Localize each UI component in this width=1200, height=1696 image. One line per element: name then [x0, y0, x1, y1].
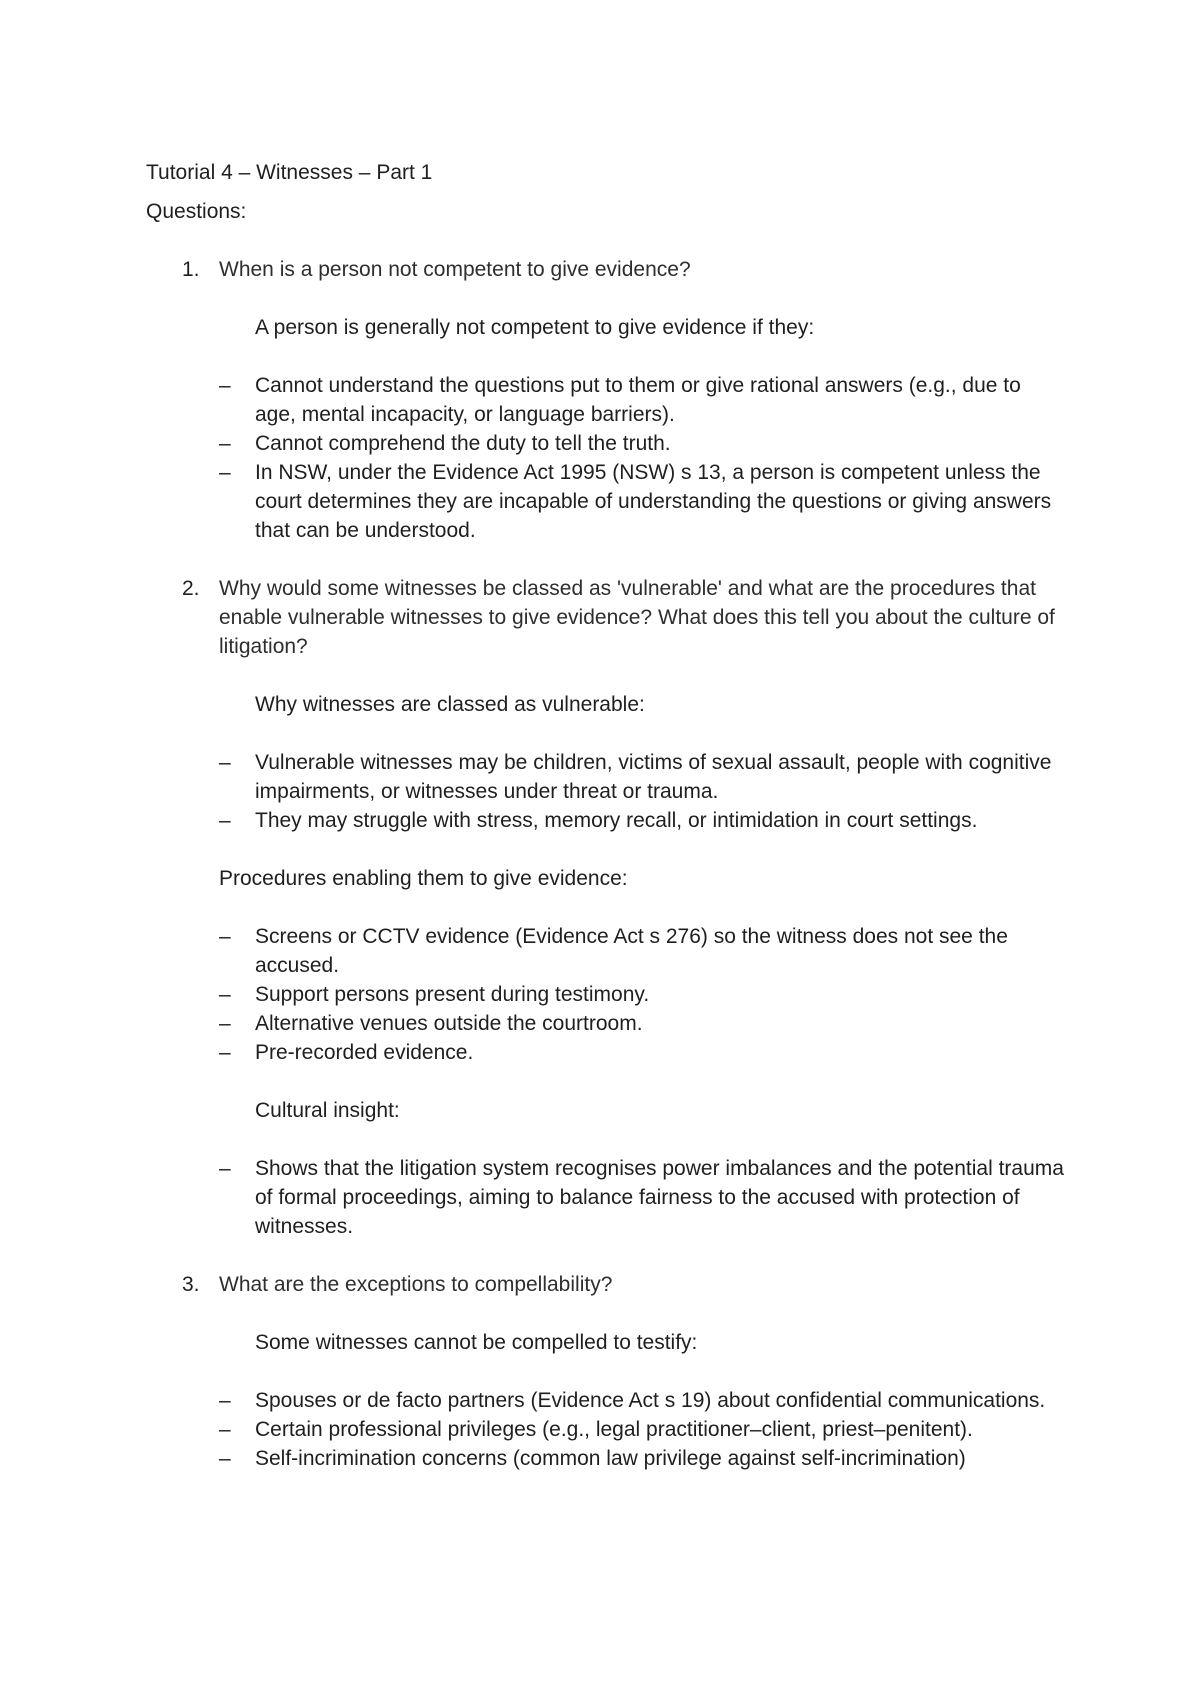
question-2	[146, 574, 1066, 661]
question-text: Why would some witnesses be classed as 'vulnerable' and what are the procedures that enable vulnerable witnesses to give evidence? What does this tell you about the culture of litigation?	[219, 577, 1055, 658]
dash-bullet: –	[219, 1157, 231, 1180]
question-number: 1.	[182, 258, 200, 281]
list-item-text: Cannot comprehend the duty to tell the truth.	[255, 432, 671, 455]
list-item-text: Screens or CCTV evidence (Evidence Act s 276) so the witness does not see the accused.	[255, 925, 1008, 977]
question-1	[146, 255, 1066, 284]
list-item-text: Pre-recorded evidence.	[255, 1041, 474, 1064]
question-text: When is a person not competent to give evidence?	[219, 258, 691, 281]
dash-bullet: –	[219, 983, 231, 1006]
dash-bullet: –	[219, 1041, 231, 1064]
dash-list	[146, 748, 1066, 835]
list-item-text: Alternative venues outside the courtroom.	[255, 1012, 643, 1035]
dash-bullet: –	[219, 809, 231, 832]
list-item	[146, 458, 1066, 545]
dash-list	[146, 1154, 1066, 1241]
dash-list	[146, 922, 1066, 1067]
dash-bullet: –	[219, 374, 231, 397]
dash-bullet: –	[219, 925, 231, 948]
list-item-text: Shows that the litigation system recognises power imbalances and the potential trauma of formal proceedings, aiming to balance fairness to the accused with protection of witnesses.	[255, 1157, 1064, 1238]
list-item	[146, 429, 1066, 458]
list-item	[146, 1415, 1066, 1444]
list-item	[146, 1444, 1066, 1473]
dash-bullet: –	[219, 1447, 231, 1470]
list-item-text: Support persons present during testimony.	[255, 983, 650, 1006]
dash-bullet: –	[219, 432, 231, 455]
list-item-text: Self-incrimination concerns (common law privilege against self-incrimination)	[255, 1447, 966, 1470]
list-item	[146, 806, 1066, 835]
list-item	[146, 1154, 1066, 1241]
answer-intro: Some witnesses cannot be compelled to testify:	[255, 1331, 698, 1354]
list-item	[146, 1386, 1066, 1415]
dash-bullet: –	[219, 751, 231, 774]
dash-list	[146, 371, 1066, 545]
question-number: 2.	[182, 577, 200, 600]
list-item-text: Vulnerable witnesses may be children, victims of sexual assault, people with cognitive impairments, or witnesses under threat or trauma.	[255, 751, 1052, 803]
list-item	[146, 980, 1066, 1009]
dash-bullet: –	[219, 461, 231, 484]
list-item-text: Spouses or de facto partners (Evidence Act s 19) about confidential communications.	[255, 1389, 1046, 1412]
dash-list	[146, 1386, 1066, 1473]
section-heading-why: Why witnesses are classed as vulnerable:	[255, 693, 645, 716]
document-title: Tutorial 4 – Witnesses – Part 1	[146, 161, 433, 184]
question-number: 3.	[182, 1273, 200, 1296]
list-item-text: They may struggle with stress, memory recall, or intimidation in court settings.	[255, 809, 978, 832]
section-heading-culture: Cultural insight:	[255, 1099, 400, 1122]
answer-intro: A person is generally not competent to give evidence if they:	[255, 316, 815, 339]
list-item	[146, 1009, 1066, 1038]
question-text: What are the exceptions to compellability?	[219, 1273, 613, 1296]
section-heading-procedures: Procedures enabling them to give evidence:	[219, 867, 628, 890]
list-item	[146, 371, 1066, 429]
question-3	[146, 1270, 1066, 1299]
list-item	[146, 1038, 1066, 1067]
list-item-text: Certain professional privileges (e.g., legal practitioner–client, priest–penitent).	[255, 1418, 973, 1441]
list-item	[146, 748, 1066, 806]
dash-bullet: –	[219, 1418, 231, 1441]
list-item-text: Cannot understand the questions put to them or give rational answers (e.g., due to age, mental incapacity, or language barriers).	[255, 374, 1021, 426]
dash-bullet: –	[219, 1012, 231, 1035]
list-item	[146, 922, 1066, 980]
dash-bullet: –	[219, 1389, 231, 1412]
document-body	[146, 255, 1066, 1473]
questions-label: Questions:	[146, 200, 247, 223]
list-item-text: In NSW, under the Evidence Act 1995 (NSW) s 13, a person is competent unless the court determines they are incapable of understanding the questions or giving answers that can be understood.	[255, 461, 1052, 542]
